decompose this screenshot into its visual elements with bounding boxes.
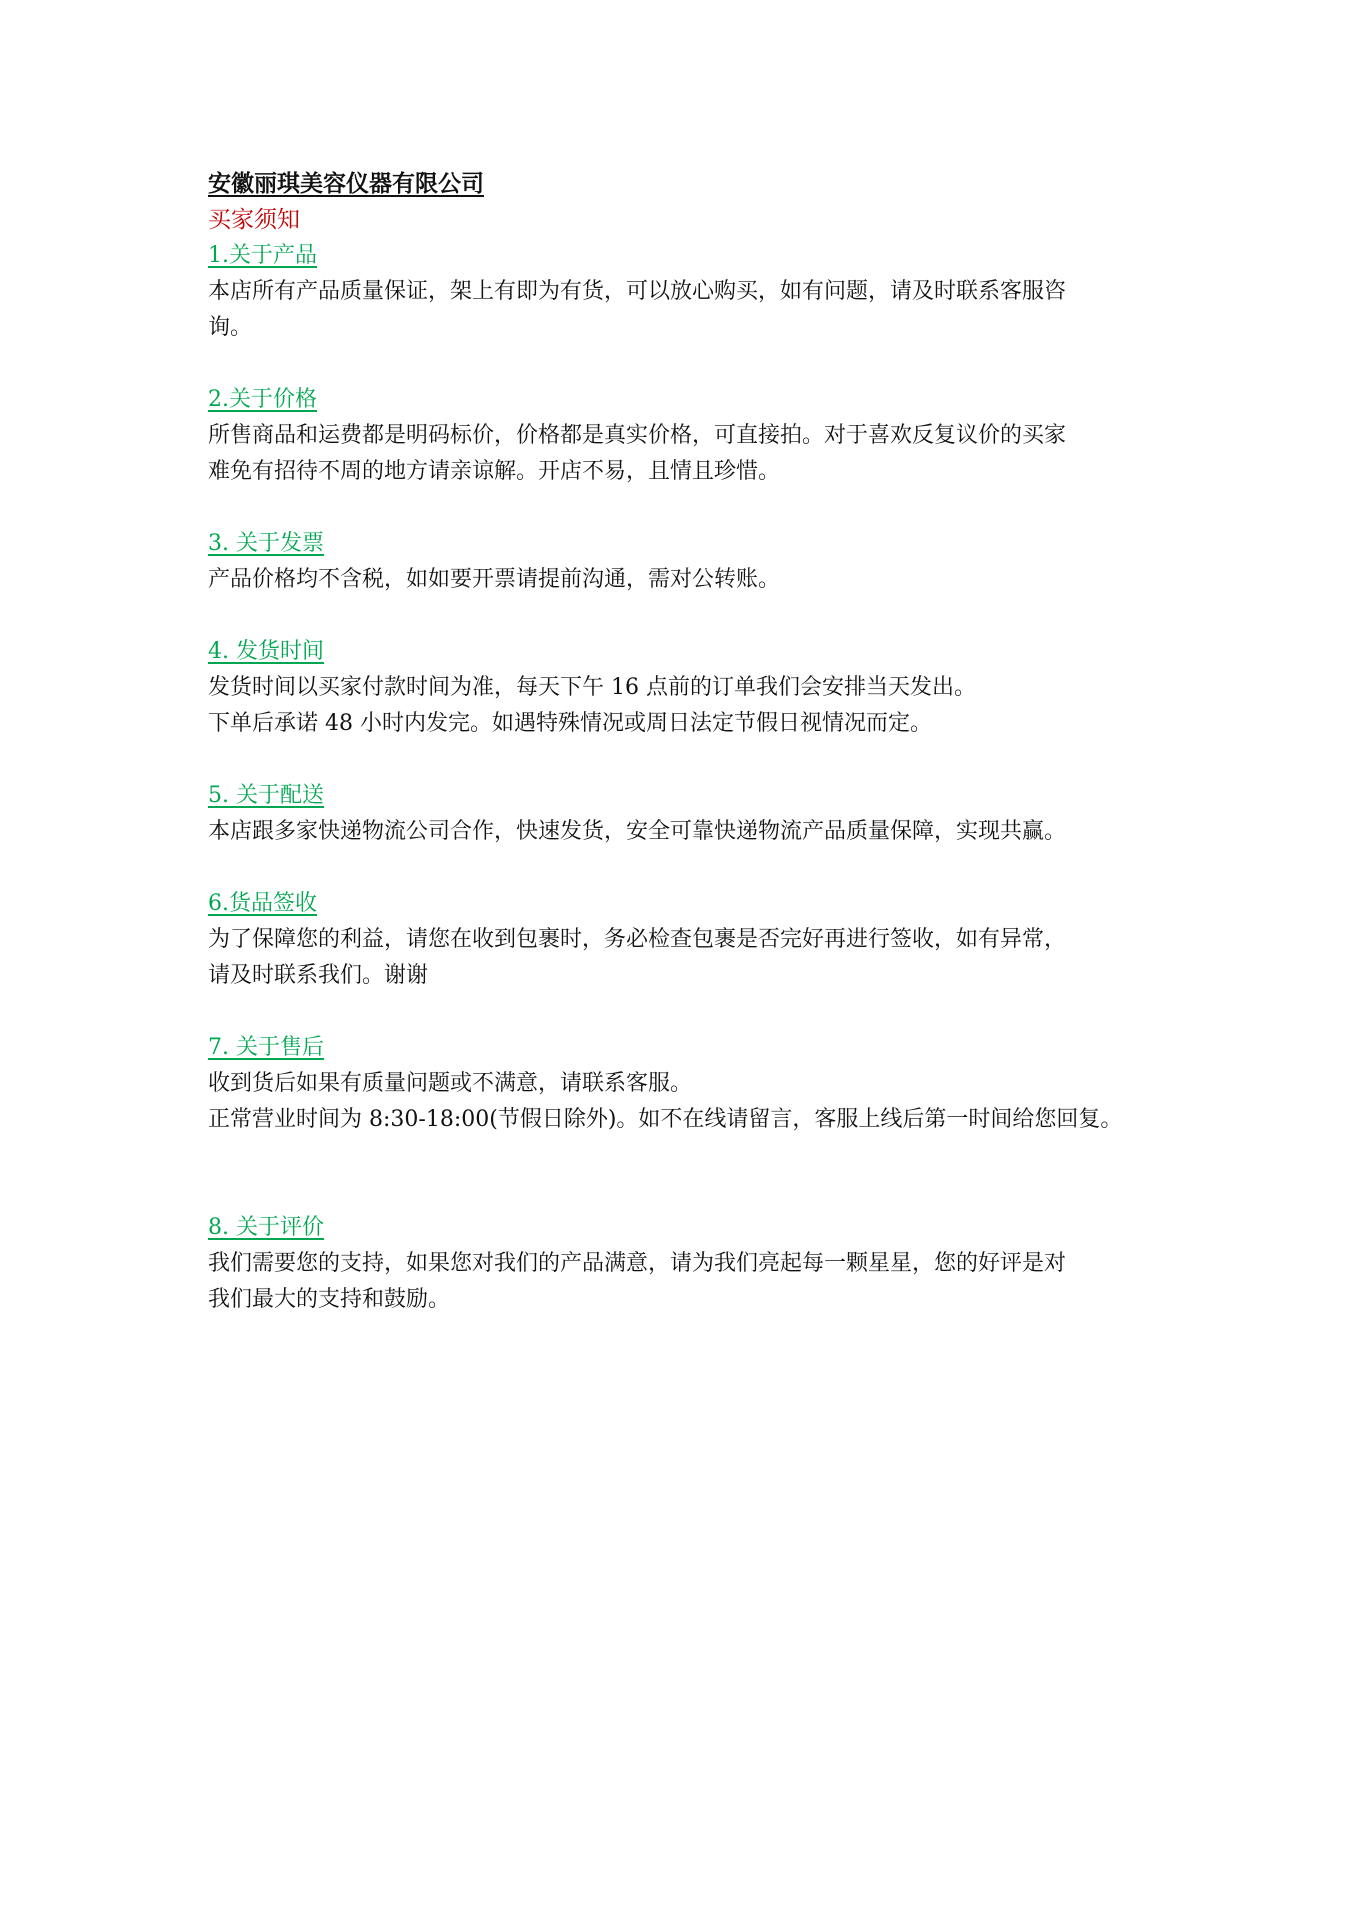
notice-section [208, 886, 1188, 994]
section-spacer [208, 490, 1188, 526]
section-heading-link[interactable]: 7. 关于售后 [208, 1035, 324, 1060]
section-text-line: 我们最大的支持和鼓励。 [208, 1287, 451, 1312]
section-spacer [208, 994, 1188, 1030]
notice-section [208, 778, 1188, 850]
section-heading-link[interactable]: 1.关于产品 [208, 243, 317, 268]
section-text-line: 产品价格均不含税，如如要开票请提前沟通，需对公转账。 [208, 567, 781, 592]
buyer-notice-heading: 买家须知 [208, 207, 300, 233]
section-text-line: 正常营业时间为 8:30-18:00(节假日除外)。如不在线请留言，客服上线后第一时间给您回复。 [208, 1107, 1123, 1132]
section-text-line: 为了保障您的利益，请您在收到包裹时，务必检查包裹是否完好再进行签收，如有异常， [208, 927, 1067, 952]
section-spacer [208, 850, 1188, 886]
section-heading-link[interactable]: 3. 关于发票 [208, 531, 324, 556]
section-text-line: 下单后承诺 48 小时内发完。如遇特殊情况或周日法定节假日视情况而定。 [208, 711, 932, 736]
section-text-line: 我们需要您的支持，如果您对我们的产品满意，请为我们亮起每一颗星星，您的好评是对 [208, 1251, 1067, 1276]
notice-section [208, 1210, 1188, 1318]
section-heading-link[interactable]: 6.货品签收 [208, 891, 317, 916]
section-heading-link[interactable]: 5. 关于配送 [208, 783, 324, 808]
section-heading-link[interactable]: 8. 关于评价 [208, 1215, 324, 1240]
section-text-line: 发货时间以买家付款时间为准，每天下午 16 点前的订单我们会安排当天发出。 [208, 675, 976, 700]
sections-container [208, 238, 1188, 1318]
section-text-line: 所售商品和运费都是明码标价，价格都是真实价格，可直接拍。对于喜欢反复议价的买家 [208, 423, 1067, 448]
section-text-line: 收到货后如果有质量问题或不满意，请联系客服。 [208, 1071, 693, 1096]
notice-section [208, 634, 1188, 742]
section-spacer [208, 598, 1188, 634]
section-text-line: 本店跟多家快递物流公司合作，快速发货，安全可靠快递物流产品质量保障，实现共赢。 [208, 819, 1067, 844]
section-text-line: 难免有招待不周的地方请亲谅解。开店不易，且情且珍惜。 [208, 459, 781, 484]
section-spacer [208, 346, 1188, 382]
company-title: 安徽丽琪美容仪器有限公司 [208, 170, 484, 197]
notice-section [208, 526, 1188, 598]
section-text-line: 本店所有产品质量保证，架上有即为有货，可以放心购买，如有问题，请及时联系客服咨 [208, 279, 1067, 304]
section-spacer [208, 742, 1188, 778]
notice-section [208, 382, 1188, 490]
section-heading-link[interactable]: 2.关于价格 [208, 387, 317, 412]
section-heading-link[interactable]: 4. 发货时间 [208, 639, 324, 664]
section-spacer [208, 1138, 1188, 1210]
notice-section [208, 238, 1188, 346]
section-text-line: 请及时联系我们。谢谢 [208, 963, 429, 988]
document-body [208, 166, 1188, 1318]
notice-section [208, 1030, 1188, 1138]
section-text-line: 询。 [208, 315, 253, 340]
